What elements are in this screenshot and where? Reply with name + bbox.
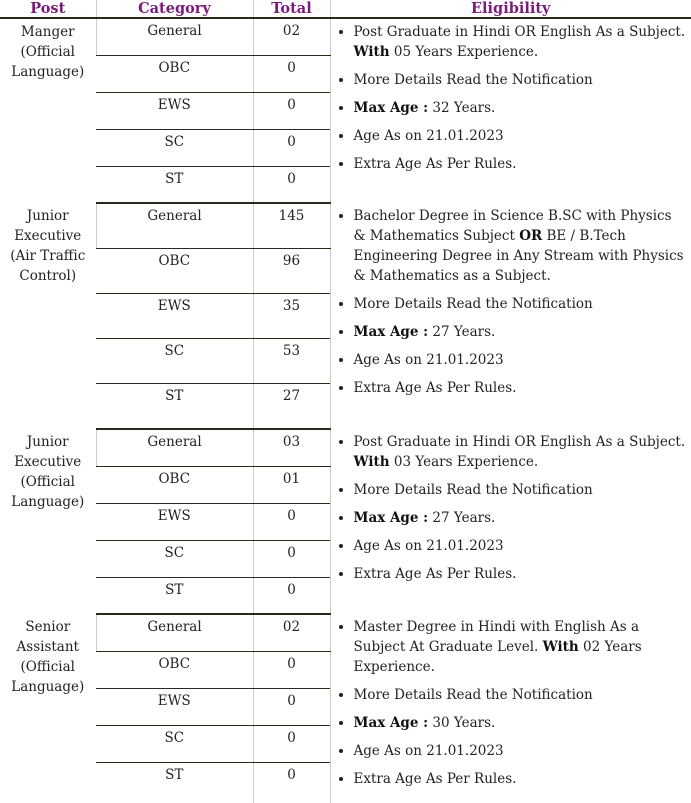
max-age-value: 30 Years. <box>428 715 495 731</box>
total-cell: 0 <box>253 56 330 93</box>
total-cell: 03 <box>253 429 330 467</box>
total-cell: 96 <box>253 249 330 294</box>
post-name: Manger (Official Language) <box>0 18 96 203</box>
qualification-item: • Master Degree in Hindi with English As a Subject At Graduate Level. With 02 Years Experience. <box>354 617 688 677</box>
max-age-item <box>354 713 688 733</box>
category-cell: SC <box>96 726 253 763</box>
post-name: Junior Executive (Air Traffic Control) <box>0 203 96 429</box>
header-row <box>0 0 691 18</box>
table-row <box>0 614 691 652</box>
eligibility-list <box>335 617 688 789</box>
category-cell: OBC <box>96 467 253 504</box>
qualification-emphasis: OR <box>519 228 542 244</box>
extra-age-item: • Extra Age As Per Rules. <box>354 154 688 174</box>
age-as-on-item: • Age As on 21.01.2023 <box>354 350 688 370</box>
max-age-item <box>354 322 688 342</box>
qualification-emphasis: With <box>354 44 390 60</box>
eligibility-cell <box>330 203 691 429</box>
table-row <box>0 18 691 56</box>
total-cell: 0 <box>253 130 330 167</box>
qualification-emphasis: With <box>543 639 579 655</box>
total-cell: 0 <box>253 726 330 763</box>
eligibility-list <box>335 432 688 584</box>
details-item: • More Details Read the Notification <box>354 70 688 90</box>
category-cell: SC <box>96 541 253 578</box>
extra-age-item: • Extra Age As Per Rules. <box>354 378 688 398</box>
total-cell: 145 <box>253 203 330 249</box>
category-cell: OBC <box>96 56 253 93</box>
category-cell: General <box>96 429 253 467</box>
category-cell: EWS <box>96 93 253 130</box>
total-cell: 02 <box>253 18 330 56</box>
category-cell: EWS <box>96 504 253 541</box>
total-cell: 0 <box>253 541 330 578</box>
post-name: Junior Executive (Official Language) <box>0 429 96 614</box>
total-cell: 0 <box>253 763 330 803</box>
category-cell: ST <box>96 578 253 615</box>
header-post: Post <box>0 0 96 18</box>
eligibility-list <box>335 206 688 398</box>
max-age-label: Max Age : <box>354 324 429 340</box>
age-as-on-item: • Age As on 21.01.2023 <box>354 126 688 146</box>
total-cell: 0 <box>253 167 330 204</box>
category-cell: General <box>96 18 253 56</box>
total-cell: 0 <box>253 578 330 615</box>
qualification-item: • Post Graduate in Hindi OR English As a Subject. With 03 Years Experience. <box>354 432 688 472</box>
category-cell: ST <box>96 763 253 803</box>
category-cell: SC <box>96 339 253 384</box>
total-cell: 27 <box>253 384 330 430</box>
eligibility-cell <box>330 614 691 803</box>
category-cell: OBC <box>96 652 253 689</box>
total-cell: 0 <box>253 93 330 130</box>
max-age-label: Max Age : <box>354 715 429 731</box>
category-cell: General <box>96 203 253 249</box>
details-item: • More Details Read the Notification <box>354 685 688 705</box>
extra-age-item: • Extra Age As Per Rules. <box>354 769 688 789</box>
max-age-label: Max Age : <box>354 100 429 116</box>
category-cell: SC <box>96 130 253 167</box>
total-cell: 53 <box>253 339 330 384</box>
max-age-value: 27 Years. <box>428 324 495 340</box>
qualification-item: • Bachelor Degree in Science B.SC with Physics & Mathematics Subject OR BE / B.Tech Engineering Degree in Any Stream with Physics & Mathematics as a Subject. <box>354 206 688 286</box>
header-eligibility: Eligibility <box>330 0 691 18</box>
total-cell: 0 <box>253 504 330 541</box>
age-as-on-item: • Age As on 21.01.2023 <box>354 536 688 556</box>
category-cell: ST <box>96 167 253 204</box>
total-cell: 02 <box>253 614 330 652</box>
table-row <box>0 429 691 467</box>
extra-age-item: • Extra Age As Per Rules. <box>354 564 688 584</box>
total-cell: 35 <box>253 294 330 339</box>
max-age-item <box>354 508 688 528</box>
category-cell: ST <box>96 384 253 430</box>
table-row <box>0 203 691 249</box>
qualification-emphasis: With <box>354 454 390 470</box>
details-item: • More Details Read the Notification <box>354 480 688 500</box>
total-cell: 01 <box>253 467 330 504</box>
max-age-value: 27 Years. <box>428 510 495 526</box>
details-item: • More Details Read the Notification <box>354 294 688 314</box>
total-cell: 0 <box>253 689 330 726</box>
max-age-label: Max Age : <box>354 510 429 526</box>
eligibility-cell <box>330 18 691 203</box>
qualification-item: • Post Graduate in Hindi OR English As a Subject. With 05 Years Experience. <box>354 22 688 62</box>
post-name: Senior Assistant (Official Language) <box>0 614 96 803</box>
category-cell: General <box>96 614 253 652</box>
max-age-value: 32 Years. <box>428 100 495 116</box>
eligibility-list <box>335 22 688 174</box>
total-cell: 0 <box>253 652 330 689</box>
category-cell: OBC <box>96 249 253 294</box>
category-cell: EWS <box>96 689 253 726</box>
category-cell: EWS <box>96 294 253 339</box>
header-total: Total <box>253 0 330 18</box>
header-category: Category <box>96 0 253 18</box>
max-age-item <box>354 98 688 118</box>
age-as-on-item: • Age As on 21.01.2023 <box>354 741 688 761</box>
eligibility-cell <box>330 429 691 614</box>
